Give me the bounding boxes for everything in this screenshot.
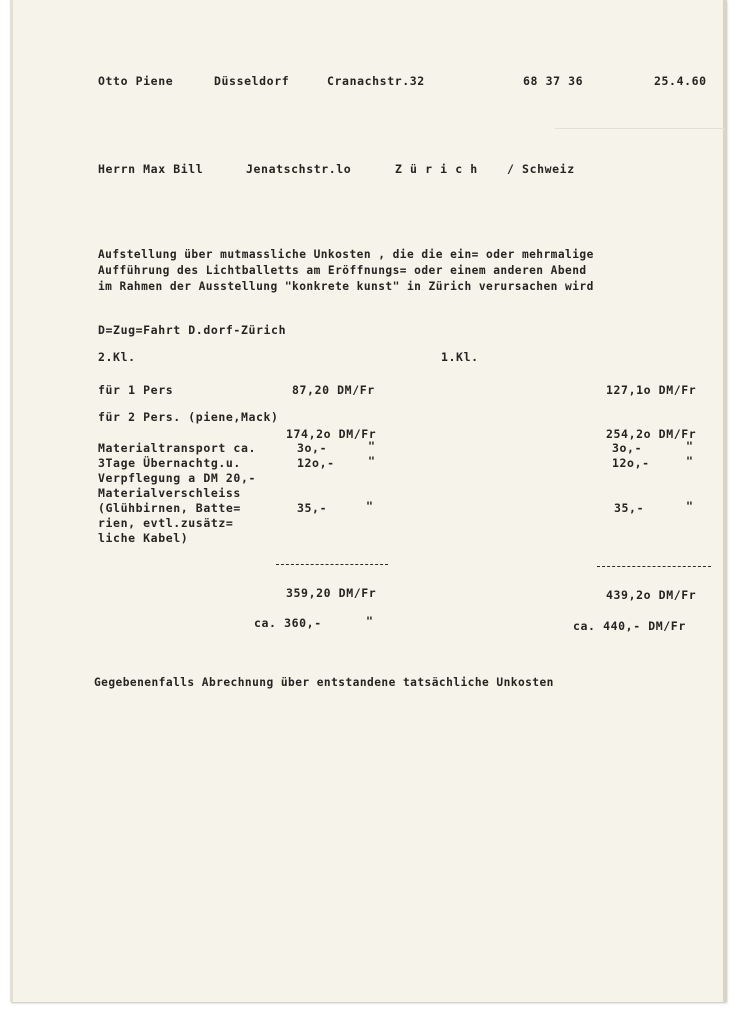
row-first-transport: 3o,-: [612, 441, 643, 455]
row-label-stay: 3Tage Übernachtg.u.: [98, 456, 241, 470]
recipient-city: Z ü r i c h: [395, 162, 478, 176]
sender-city: Düsseldorf: [214, 74, 290, 88]
row-second-one-person: 87,20 DM/Fr: [292, 383, 375, 397]
row-second-stay: 12o,-: [297, 456, 335, 470]
first-class-heading: 1.Kl.: [441, 350, 479, 364]
row-second-stay-mark: ": [368, 454, 376, 468]
sender-name: Otto Piene: [98, 74, 174, 88]
total-second-approx-mark: ": [366, 614, 374, 628]
row-wear-detail-1: (Glühbirnen, Batte=: [98, 501, 241, 515]
total-first: 439,2o DM/Fr: [606, 588, 697, 602]
row-second-transport-mark: ": [368, 439, 376, 453]
row-label-one-person: für 1 Pers: [98, 383, 174, 397]
recipient-country: / Schweiz: [507, 162, 575, 176]
sender-street: Cranachstr.32: [327, 74, 425, 88]
row-label-transport: Materialtransport ca.: [98, 441, 256, 455]
row-first-one-person: 127,1o DM/Fr: [606, 383, 697, 397]
row-label-board: Verpflegung a DM 20,-: [98, 471, 256, 485]
paper-edge-right: [723, 0, 727, 1002]
intro-line-3: im Rahmen der Ausstellung "konkrete kunst" in Zürich verursachen wird: [98, 280, 594, 293]
row-wear-detail-2: rien, evtl.zusätz=: [98, 516, 234, 530]
recipient-name: Herrn Max Bill: [98, 162, 204, 176]
recipient-street: Jenatschstr.lo: [246, 162, 352, 176]
row-first-stay-mark: ": [686, 454, 694, 468]
row-first-stay: 12o,-: [612, 456, 650, 470]
settlement-note: Gegebenenfalls Abrechnung über entstandene tatsächliche Unkosten: [94, 676, 554, 689]
sum-line-second: [276, 564, 388, 565]
trip-heading: D=Zug=Fahrt D.dorf-Zürich: [98, 323, 287, 337]
row-wear-detail-3: liche Kabel): [98, 531, 189, 545]
row-second-wear: 35,-: [297, 501, 328, 515]
letter-date: 25.4.60: [654, 74, 707, 88]
row-first-two-persons: 254,2o DM/Fr: [606, 427, 697, 441]
total-second: 359,20 DM/Fr: [286, 586, 377, 600]
second-class-heading: 2.Kl.: [98, 350, 136, 364]
row-first-wear-mark: ": [686, 499, 694, 513]
sender-phone: 68 37 36: [523, 74, 584, 88]
paper-crease: [555, 128, 725, 129]
intro-line-1: Aufstellung über mutmassliche Unkosten , die die ein= oder mehrmalige: [98, 248, 594, 261]
total-second-approx: ca. 360,-: [254, 616, 322, 630]
intro-line-2: Aufführung des Lichtballetts am Eröffnungs= oder einem anderen Abend: [98, 264, 587, 277]
sum-line-first: [597, 566, 711, 567]
row-label-two-persons: für 2 Pers. (piene,Mack): [98, 410, 279, 424]
row-label-wear: Materialverschleiss: [98, 486, 241, 500]
paper-edge-left: [10, 0, 13, 1002]
row-second-transport: 3o,-: [297, 441, 328, 455]
total-first-approx: ca. 440,- DM/Fr: [573, 619, 686, 633]
row-second-two-persons: 174,2o DM/Fr: [286, 427, 377, 441]
row-first-wear: 35,-: [614, 501, 645, 515]
row-second-wear-mark: ": [366, 499, 374, 513]
row-first-transport-mark: ": [686, 439, 694, 453]
